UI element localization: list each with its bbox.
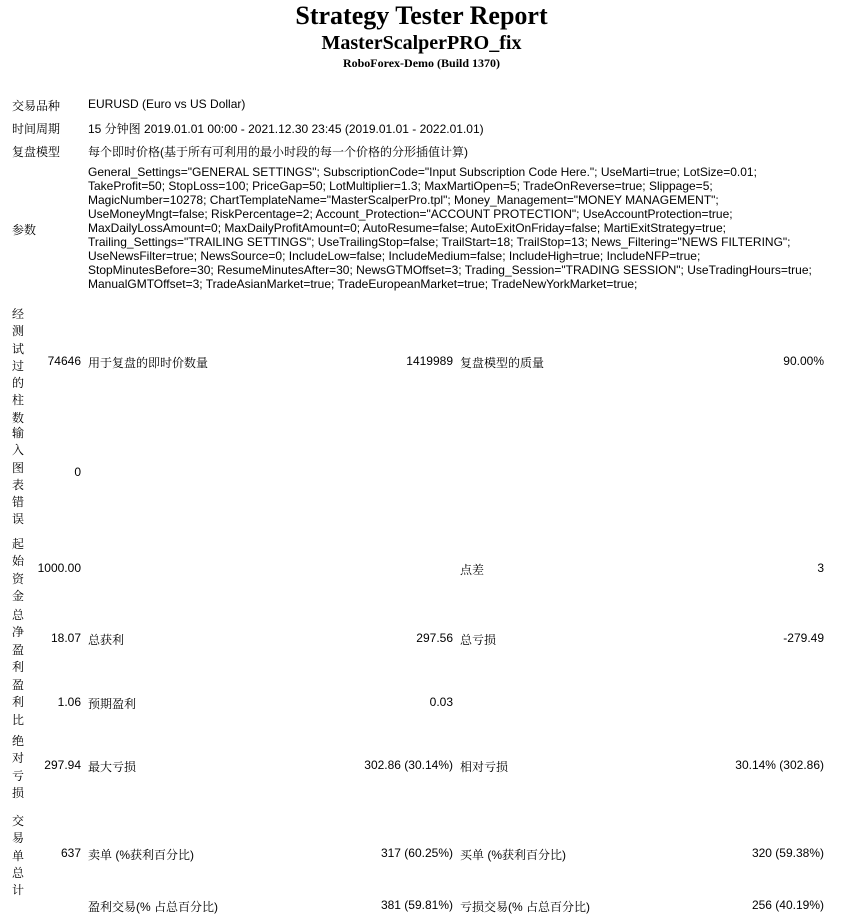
expected-payoff-value: 0.03 xyxy=(429,695,453,709)
errors-label: 输入图表错误 xyxy=(12,426,25,527)
profit-trades-value: 381 (59.81%) xyxy=(380,898,453,912)
bars-label: 经测试过的柱数 xyxy=(12,307,25,425)
loss-trades-label: 亏损交易(% 占总百分比) xyxy=(460,900,590,914)
ticks-value: 1419989 xyxy=(406,354,453,368)
spread-value: 3 xyxy=(817,561,824,575)
deposit-label: 起始资金 xyxy=(12,537,25,603)
gross-profit-value: 297.56 xyxy=(416,631,453,645)
total-trades-label: 交易单总计 xyxy=(12,814,25,898)
params-label: 参数 xyxy=(12,223,37,237)
profit-factor-value: 1.06 xyxy=(57,695,81,709)
gross-profit-label: 总获利 xyxy=(88,633,125,647)
max-drawdown-label: 最大亏损 xyxy=(88,760,137,774)
ticks-label: 用于复盘的即时价数量 xyxy=(88,356,209,370)
deposit-value: 1000.00 xyxy=(37,561,81,575)
net-profit-label: 总净盈利 xyxy=(12,608,25,674)
symbol-label: 交易品种 xyxy=(12,99,61,113)
long-positions-label: 买单 (%获利百分比) xyxy=(460,848,566,862)
abs-drawdown-value: 297.94 xyxy=(44,758,81,772)
quality-value: 90.00% xyxy=(783,354,824,368)
model-value: 每个即时价格(基于所有可利用的最小时段的每一个价格的分形插值计算) xyxy=(88,145,468,159)
profit-trades-label: 盈利交易(% 占总百分比) xyxy=(88,900,218,914)
max-drawdown-value: 302.86 (30.14%) xyxy=(364,758,453,772)
quality-label: 复盘模型的质量 xyxy=(460,356,545,370)
net-profit-value: 18.07 xyxy=(50,631,81,645)
report-title: Strategy Tester Report xyxy=(295,1,548,30)
symbol-value: EURUSD (Euro vs US Dollar) xyxy=(88,97,246,111)
short-positions-label: 卖单 (%获利百分比) xyxy=(88,848,194,862)
short-positions-value: 317 (60.25%) xyxy=(380,846,453,860)
params-value: General_Settings="GENERAL SETTINGS"; SubscriptionCode="Input Subscription Code Here."; UseMarti=true; LotSize=0.01; TakeProfit=50; StopLoss=100; PriceGap=50; LotMultiplier=1.3; MaxMartiOpen=5; TradeOnReverse=true; Slippage=5; MagicNumber=10278; ChartTemplateName="MasterScalperPro.tpl"; Money_Management="MONEY MANAGEMENT"; UseMoneyMngt=false; RiskPercentage=2; Account_Protection="ACCOUNT PROTECTION"; UseAccountProtection=true; MaxDailyLossAmount=0; MaxDailyProfitAmount=0; AutoResume=false; AutoExitOnFriday=false; MartiExitStrategy=true; Trailing_Settings="TRAILING SETTINGS"; UseTrailingStop=false; TrailStart=18; TrailStop=13; News_Filtering="NEWS FILTERING"; UseNewsFilter=true; NewsSource=0; IncludeLow=false; IncludeMedium=false; IncludeHigh=true; IncludeNFP=true; StopMinutesBefore=30; ResumeMinutesAfter=30; NewsGTMOffset=3; Trading_Session="TRADING SESSION"; UseTradingHours=true; ManualGMTOffset=3; TradeAsianMarket=true; TradeEuropeanMarket=true; TradeNewYorkMarket=true; xyxy=(88,165,812,291)
errors-value: 0 xyxy=(74,465,81,479)
bars-value: 74646 xyxy=(47,354,81,368)
total-trades-value: 637 xyxy=(60,846,81,860)
abs-drawdown-label: 绝对亏损 xyxy=(12,734,25,800)
gross-loss-value: -279.49 xyxy=(783,631,824,645)
period-label: 时间周期 xyxy=(12,122,61,136)
spread-label: 点差 xyxy=(460,563,485,577)
model-label: 复盘模型 xyxy=(12,145,61,159)
loss-trades-value: 256 (40.19%) xyxy=(751,898,824,912)
long-positions-value: 320 (59.38%) xyxy=(751,846,824,860)
profit-factor-label: 盈利比 xyxy=(12,678,25,727)
rel-drawdown-value: 30.14% (302.86) xyxy=(735,758,824,772)
expert-name: MasterScalperPRO_fix xyxy=(321,32,522,54)
period-value: 15 分钟图 2019.01.01 00:00 - 2021.12.30 23:45 (2019.01.01 - 2022.01.01) xyxy=(88,122,484,136)
server-build: RoboForex-Demo (Build 1370) xyxy=(342,56,501,70)
gross-loss-label: 总亏损 xyxy=(460,633,497,647)
expected-payoff-label: 预期盈利 xyxy=(88,697,137,711)
rel-drawdown-label: 相对亏损 xyxy=(460,760,509,774)
